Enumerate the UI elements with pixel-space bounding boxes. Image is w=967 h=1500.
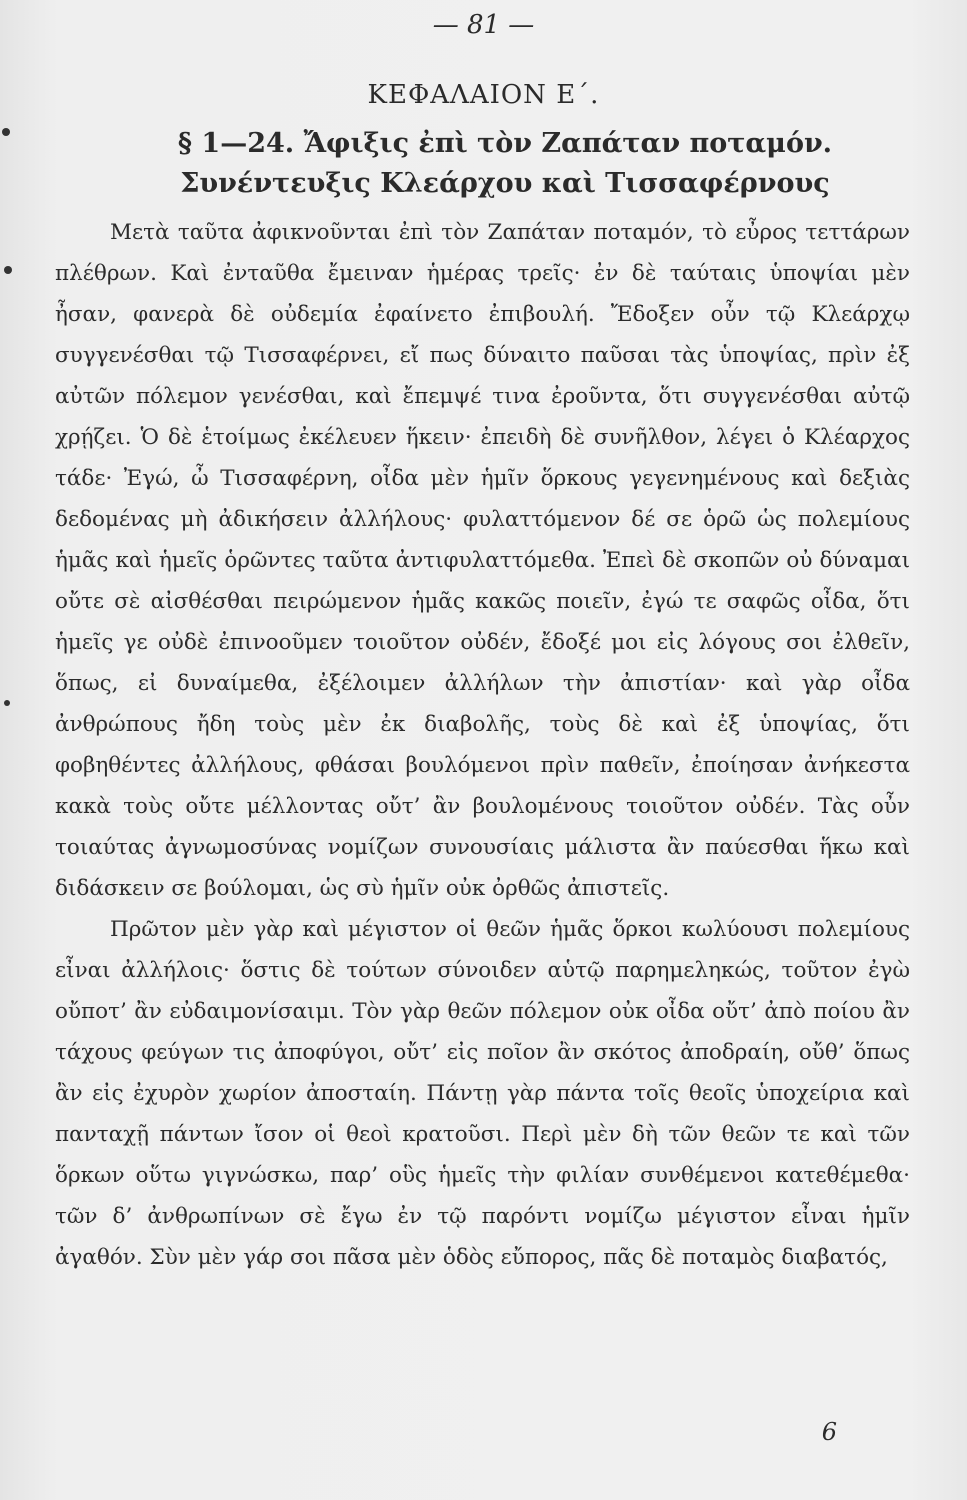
margin-dot-middle	[4, 266, 12, 274]
paragraph-2: Πρῶτον μὲν γὰρ καὶ μέγιστον οἱ θεῶν ἡμᾶς ὅρκοι κωλύουσι πολεμίους εἶναι ἀλλήλοις· ὅστις δὲ τούτων σύνοιδεν αὑτῷ παρημεληκώς, τοῦτον ἐγὼ οὔποτ’ ἂν εὐδαιμονίσαιμι. Τὸν γὰρ θεῶν πόλεμον οὐκ οἶδα οὔτ’ ἀπὸ ποίου ἂν τάχους φεύγων τις ἀποφύγοι, οὔτ’ εἰς ποῖον ἂν σκότος ἀποδραίη, οὔθ’ ὅπως ἂν εἰς ἐχυρὸν χωρίον ἀποσταίη. Πάντῃ γὰρ πάντα τοῖς θεοῖς ὑποχείρια καὶ πανταχῇ πάντων ἴσον οἱ θεοὶ κρατοῦσι. Περὶ μὲν δὴ τῶν θεῶν τε καὶ τῶν ὅρκων οὕτω γιγνώσκω, παρ’ οὓς ἡμεῖς τὴν φιλίαν συνθέμενοι κατεθέμεθα· τῶν δ’ ἀνθρωπίνων σὲ ἔγω ἐν τῷ παρόντι νομίζω μέγιστον εἶναι ἡμῖν ἀγαθόν. Σὺν μὲν γάρ σοι πᾶσα μὲν ὁδὸς εὔπορος, πᾶς δὲ ποταμὸς διαβατός,	[55, 917, 910, 1270]
margin-dot-lower	[4, 700, 10, 706]
chapter-title: ΚΕΦΑΛΑΙΟΝ Ε΄.	[367, 80, 600, 110]
paragraph-1: Μετὰ ταῦτα ἀφικνοῦνται ἐπὶ τὸν Ζαπάταν ποταμόν, τὸ εὖρος τεττάρων πλέθρων. Καὶ ἐνταῦθα ἔμειναν ἡμέρας τρεῖς· ἐν δὲ ταύταις ὑποψίαι μὲν ἦσαν, φανερὰ δὲ οὐδεμία ἐφαίνετο ἐπιβουλή. Ἔδοξεν οὖν τῷ Κλεάρχῳ συγγενέσθαι τῷ Τισσαφέρνει, εἴ πως δύναιτο παῦσαι τὰς ὑποψίας, πρὶν ἐξ αὐτῶν πόλεμον γενέσθαι, καὶ ἔπεμψέ τινα ἐροῦντα, ὅτι συγγενέσθαι αὐτῷ χρῄζει. Ὁ δὲ ἑτοίμως ἐκέλευεν ἥκειν· ἐπειδὴ δὲ συνῆλθον, λέγει ὁ Κλέαρχος τάδε· Ἐγώ, ὦ Τισσαφέρνη, οἶδα μὲν ἡμῖν ὅρκους γεγενημένους καὶ δεξιὰς δεδομένας μὴ ἀδικήσειν ἀλλήλους· φυλαττόμενον δέ σε ὁρῶ ὡς πολεμίους ἡμᾶς καὶ ἡμεῖς ὁρῶντες ταῦτα ἀντιφυλαττόμεθα. Ἐπεὶ δὲ σκοπῶν οὐ δύναμαι οὔτε σὲ αἰσθέσθαι πειρώμενον ἡμᾶς κακῶς ποιεῖν, ἐγώ τε σαφῶς οἶδα, ὅτι ἡμεῖς γε οὐδὲ ἐπινοοῦμεν τοιοῦτον οὐδέν, ἔδοξέ μοι εἰς λόγους σοι ἐλθεῖν, ὅπως, εἰ δυναίμεθα, ἐξέλοιμεν ἀλλήλων τὴν ἀπιστίαν· καὶ γὰρ οἶδα ἀνθρώπους ἤδη τοὺς μὲν ἐκ διαβολῆς, τοὺς δὲ καὶ ἐξ ὑποψίας, ὅτι φοβηθέντες ἀλλήλους, φθάσαι βουλόμενοι πρὶν παθεῖν, ἐποίησαν ἀνήκεστα κακὰ τοὺς οὔτε μέλλοντας οὔτ’ ἂν βουλομένους τοιοῦτον οὐδέν. Τὰς οὖν τοιαύτας ἀγνωμοσύνας νομίζων συνουσίαις μάλιστα ἂν παύεσθαι ἥκω καὶ διδάσκειν σε βούλομαι, ὡς σὺ ἡμῖν οὐκ ὀρθῶς ἀπιστεῖς.	[55, 220, 910, 901]
printer-signature: 6	[821, 1418, 837, 1446]
body-text	[55, 212, 910, 1278]
margin-dot-top	[2, 128, 10, 136]
page-number: — 81 —	[432, 10, 535, 40]
section-heading: § 1—24. Ἄφιξις ἐπὶ τὸν Ζαπάταν ποταμόν. Συνέντευξις Κλεάρχου καὶ Τισσαφέρνους	[177, 128, 833, 199]
